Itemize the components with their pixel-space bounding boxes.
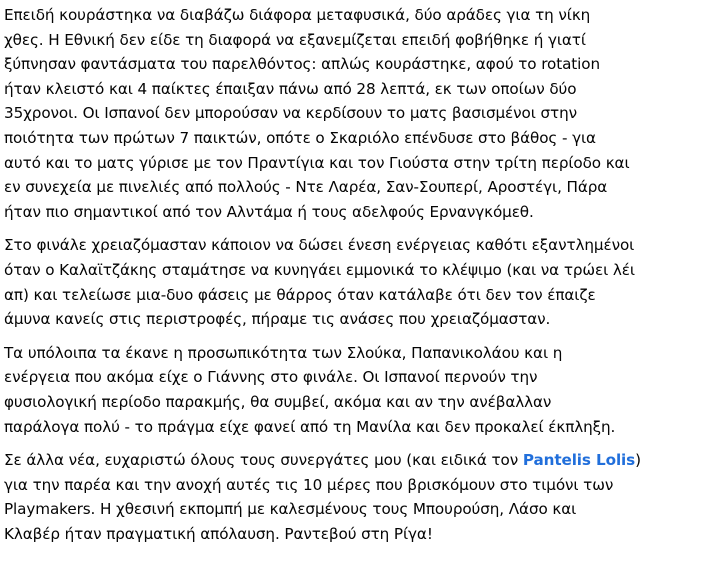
text-line: 35χρονοι. Οι Ισπανοί δεν μπορούσαν να κερδίσουν το ματς βασισμένοι στην (4, 104, 577, 123)
post-paragraph-1 (4, 3, 705, 224)
text-line: ξύπνησαν φαντάσματα του παρελθόντος: απλώς κουράστηκε, αφού το rotation (4, 55, 600, 74)
text-line: Τα υπόλοιπα τα έκανε η προσωπικότητα των Σλούκα, Παπανικολάου και η (4, 343, 563, 362)
text-line: Σε άλλα νέα, ευχαριστώ όλους τους συνεργάτες μου (και ειδικά τον (4, 451, 523, 470)
text-line: ήταν πιο σημαντικοί από τον Αλντάμα ή τους αδελφούς Ερνανγκόμεθ. (4, 202, 534, 221)
text-line: χθες. Η Εθνική δεν είδε τη διαφορά να εξανεμίζεται επειδή φοβήθηκε ή γιατί (4, 30, 586, 49)
post-body (4, 3, 705, 555)
text-line: ήταν κλειστό και 4 παίκτες έπαιξαν πάνω από 28 λεπτά, εκ των οποίων δύο (4, 79, 577, 98)
text-line: ενέργεια που ακόμα είχε ο Γιάννης στο φινάλε. Οι Ισπανοί περνούν την (4, 368, 538, 387)
text-line: άμυνα κανείς στις περιστροφές, πήραμε τις ανάσες που χρειαζόμασταν. (4, 310, 551, 329)
text-line: για την παρέα και την ανοχή αυτές τις 10 μέρες που βρισκόμουν στο τιμόνι των (4, 475, 614, 494)
text-line: φυσιολογική περίοδο παρακμής, θα συμβεί, ακόμα και αν την ανέβαλλαν (4, 392, 552, 411)
text-line: Επειδή κουράστηκα να διαβάζω διάφορα μεταφυσικά, δύο αράδες για τη νίκη (4, 6, 591, 24)
text-line: εν συνεχεία με πινελιές από πολλούς - Ντε Λαρέα, Σαν-Σουπερί, Αροστέγι, Πάρα (4, 178, 608, 197)
mention-link[interactable]: Pantelis Lolis (522, 451, 636, 470)
post-paragraph-4 (4, 448, 705, 546)
text-line: παράλογα πολύ - το πράγμα είχε φανεί από τη Μανίλα και δεν προκαλεί έκπληξη. (4, 417, 616, 436)
text-line: απ) και τελείωσε μια-δυο φάσεις με θάρρος όταν κατάλαβε ότι δεν τον έπαιζε (4, 285, 596, 304)
text-line: αυτό και το ματς γύρισε με τον Πραντίγια και τον Γιούστα στην τρίτη περίοδο και (4, 153, 630, 172)
text-line: Στο φινάλε χρειαζόμασταν κάποιον να δώσει ένεση ενέργειας καθότι εξαντλημένοι (4, 236, 635, 255)
text-line: όταν ο Καλαϊτζάκης σταμάτησε να κυνηγάει εμμονικά το κλέψιμο (και να τρώει λέι (4, 260, 635, 279)
text-line: ) (635, 451, 641, 470)
text-line: ποιότητα των πρώτων 7 παικτών, οπότε ο Σκαριόλο επένδυσε στο βάθος - για (4, 128, 596, 147)
post-paragraph-2 (4, 233, 705, 331)
post-paragraph-3 (4, 341, 705, 439)
text-line: Κλαβέρ ήταν πραγματική απόλαυση. Ραντεβού στη Ρίγα! (4, 524, 433, 543)
text-line: Playmakers. Η χθεσινή εκπομπή με καλεσμένους τους Μπουρούση, Λάσο και (4, 500, 577, 519)
